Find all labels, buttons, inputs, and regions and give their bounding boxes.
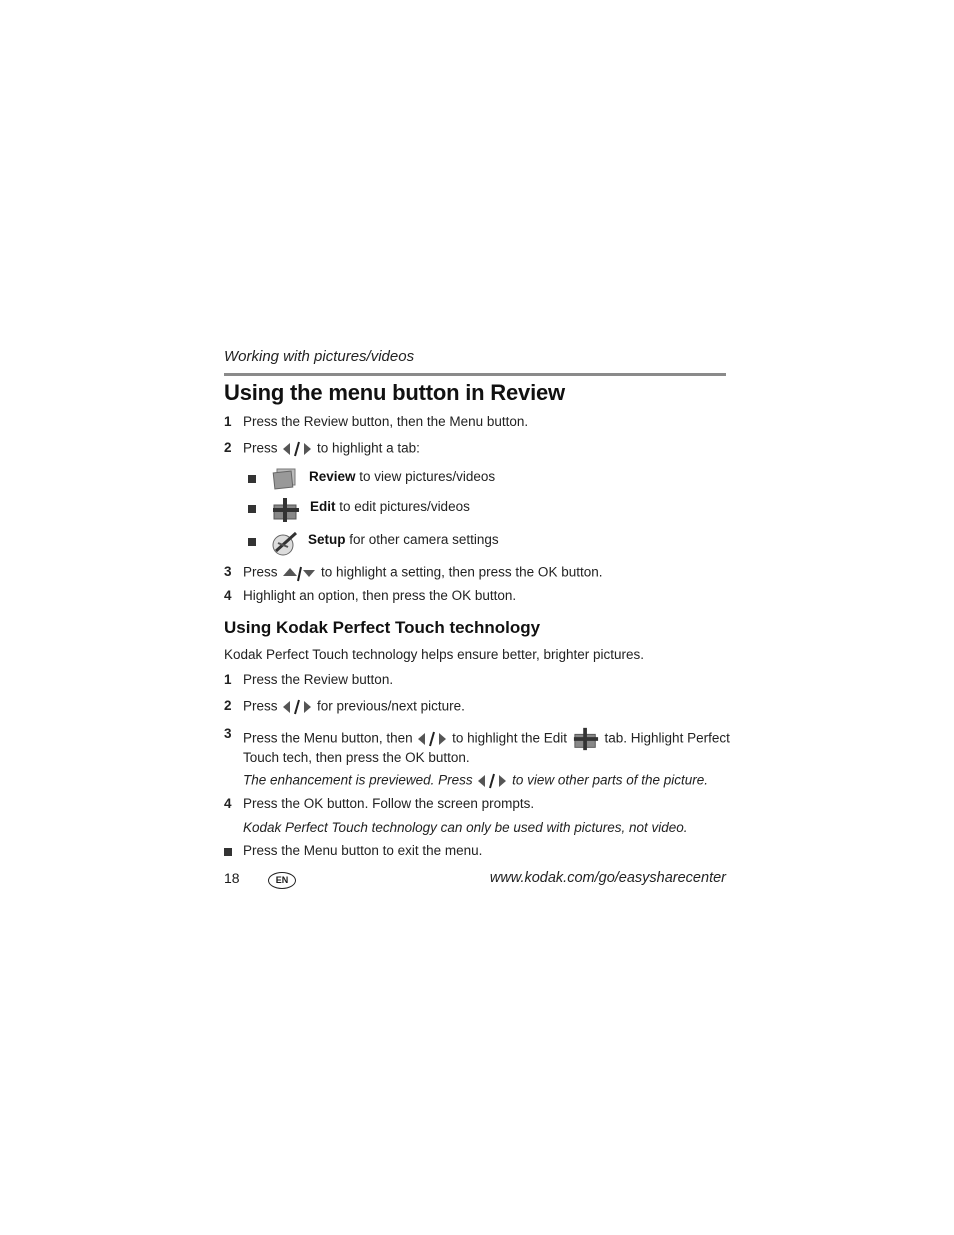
step-text-post: for previous/next picture. <box>317 698 465 714</box>
step-text-pre: Press the Menu button, then <box>243 730 413 746</box>
footer-url[interactable]: www.kodak.com/go/easysharecenter <box>489 870 726 886</box>
setup-tab-icon <box>270 529 300 557</box>
left-right-arrow-icon <box>416 730 448 748</box>
intro-paragraph: Kodak Perfect Touch technology helps ensure better, brighter pictures. <box>224 647 645 662</box>
step-number: 4 <box>224 796 232 811</box>
subsection-title: Using Kodak Perfect Touch technology <box>224 618 541 637</box>
tab-label: Setup <box>308 532 346 547</box>
step-text: Press the Review button. <box>243 672 394 687</box>
step-text-pre: Press <box>243 564 278 580</box>
bullet-square <box>224 848 232 856</box>
step-number: 4 <box>224 588 232 603</box>
step-text: Press the OK button. Follow the screen prompts. <box>243 796 535 811</box>
step-number: 3 <box>224 726 232 741</box>
tab-description: for other camera settings <box>349 532 499 547</box>
left-right-arrow-icon <box>281 698 313 716</box>
language-badge: EN <box>268 872 296 889</box>
bullet-square <box>248 475 256 483</box>
up-down-arrow-icon <box>281 564 317 582</box>
step-text-post: to highlight a tab: <box>317 440 420 456</box>
review-tab-icon <box>270 466 300 494</box>
step-number: 3 <box>224 564 232 579</box>
section-title: Using the menu button in Review <box>224 380 565 405</box>
edit-tab-icon <box>271 496 301 524</box>
note-text-post: to view other parts of the picture. <box>512 772 709 788</box>
tab-description: to edit pictures/videos <box>339 499 470 514</box>
page-number: 18 <box>224 870 240 886</box>
step-text-post: to highlight a setting, then press the OK button. <box>321 564 603 580</box>
bullet-square <box>248 505 256 513</box>
step-number: 1 <box>224 672 232 687</box>
tab-label: Review <box>309 469 356 484</box>
step-number: 2 <box>224 698 232 713</box>
tab-label: Edit <box>310 499 336 514</box>
left-right-arrow-icon <box>476 772 508 790</box>
step-text-pre: Press <box>243 440 278 456</box>
tab-description: to view pictures/videos <box>359 469 496 484</box>
step-number: 1 <box>224 414 232 429</box>
header-rule <box>224 373 726 376</box>
bullet-square <box>248 538 256 546</box>
edit-tab-icon <box>571 726 601 752</box>
left-right-arrow-icon <box>281 440 313 458</box>
note-text-pre: The enhancement is previewed. Press <box>243 772 473 788</box>
running-head: Working with pictures/videos <box>224 348 415 365</box>
step-text-pre: Press <box>243 698 278 714</box>
step-number: 2 <box>224 440 232 455</box>
step-text: Press the Review button, then the Menu button. <box>243 414 529 429</box>
step-text-mid: to highlight the Edit <box>452 730 567 746</box>
step-text-post: tab. Highlight Perfect <box>604 730 730 746</box>
step-text: Highlight an option, then press the OK button. <box>243 588 517 603</box>
